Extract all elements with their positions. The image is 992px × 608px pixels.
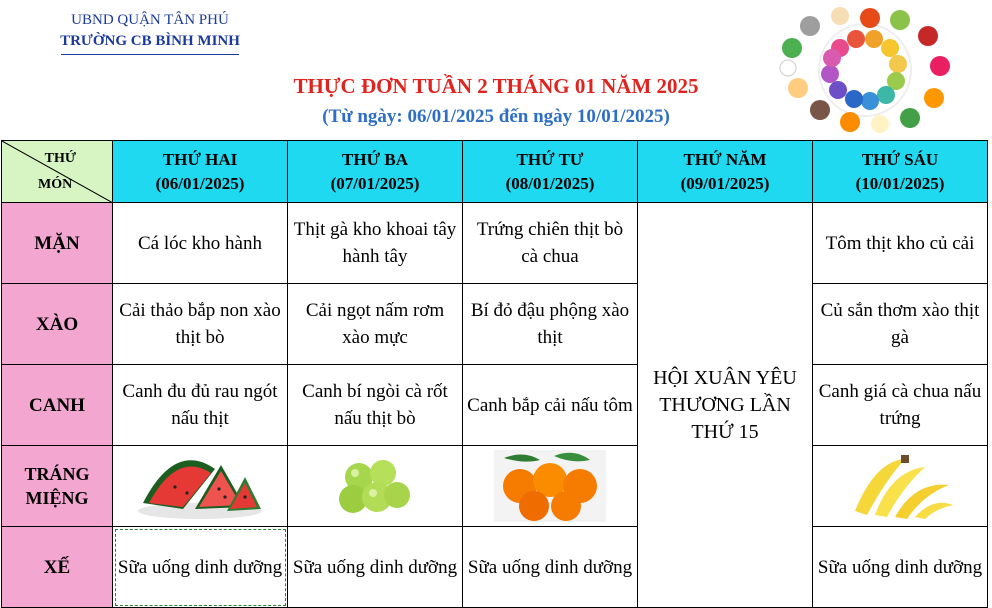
weekly-menu-table [1,140,988,608]
menu-cell-canh-wed: Canh bắp cải nấu tôm [463,365,638,446]
day-header-wed [463,141,638,203]
day-date: (06/01/2025) [155,173,245,193]
day-header-mon [113,141,288,203]
day-date: (09/01/2025) [680,173,770,193]
row-header-canh: CANH [2,365,113,446]
row-header-xao: XÀO [2,284,113,365]
day-name: THỨ HAI [162,149,238,169]
dessert-cell-fri [813,446,988,527]
corner-dish-label: MÓN [38,177,73,192]
day-name: THỨ BA [342,149,408,169]
day-date: (07/01/2025) [330,173,420,193]
menu-cell-canh-tue: Canh bí ngòi cà rốt nấu thịt bò [288,365,463,446]
menu-cell-xe-fri: Sữa uống dinh dưỡng [813,527,988,608]
day-header-tue [288,141,463,203]
menu-cell-canh-fri: Canh giá cà chua nấu trứng [813,365,988,446]
menu-cell-xe-tue: Sữa uống dinh dưỡng [288,527,463,608]
menu-cell-man-fri: Tôm thịt kho củ cải [813,203,988,284]
school-header [60,12,240,55]
thursday-event-cell: HỘI XUÂN YÊU THƯƠNG LẦN THỨ 15 [638,203,813,608]
day-name: THỨ SÁU [861,149,939,169]
vitamin-circle-image [770,6,960,134]
menu-cell-xao-fri: Củ sắn thơm xào thịt gà [813,284,988,365]
menu-title: THỰC ĐƠN TUẦN 2 THÁNG 01 NĂM 2025 [293,74,699,98]
green-guava-image [335,453,415,519]
dessert-cell-mon [113,446,288,527]
district-name: UBND QUẬN TÂN PHÚ [71,12,229,28]
menu-cell-man-tue: Thịt gà kho khoai tây hành tây [288,203,463,284]
day-name: THỨ TƯ [516,149,584,169]
menu-cell-xao-tue: Cải ngọt nấm rơm xào mực [288,284,463,365]
banana-image [845,451,955,521]
day-date: (10/01/2025) [855,173,945,193]
school-underline [61,54,239,55]
row-header-xe: XẾ [2,527,113,608]
day-date: (08/01/2025) [505,173,595,193]
school-name: TRƯỜNG CB BÌNH MINH [60,33,240,49]
orange-image [494,450,606,522]
menu-cell-xao-mon: Cải thảo bắp non xào thịt bò [113,284,288,365]
menu-cell-man-wed: Trứng chiên thịt bò cà chua [463,203,638,284]
day-name: THỨ NĂM [683,149,767,169]
day-header-thu [638,141,813,203]
menu-cell-xe-mon[interactable]: Sữa uống dinh dưỡng [113,527,288,608]
menu-cell-xao-wed: Bí đỏ đậu phộng xào thịt [463,284,638,365]
dessert-cell-wed [463,446,638,527]
menu-cell-man-mon: Cá lóc kho hành [113,203,288,284]
row-header-trang-mieng: TRÁNG MIỆNG [2,446,113,527]
corner-day-label: THỨ [44,151,76,166]
watermelon-image [135,451,265,521]
day-header-fri [813,141,988,203]
menu-cell-xe-wed: Sữa uống dinh dưỡng [463,527,638,608]
row-header-man: MẶN [2,203,113,284]
corner-header [2,141,113,203]
dessert-cell-tue [288,446,463,527]
menu-date-range: (Từ ngày: 06/01/2025 đến ngày 10/01/2025) [322,106,670,127]
menu-cell-canh-mon: Canh đu đủ rau ngót nấu thịt [113,365,288,446]
